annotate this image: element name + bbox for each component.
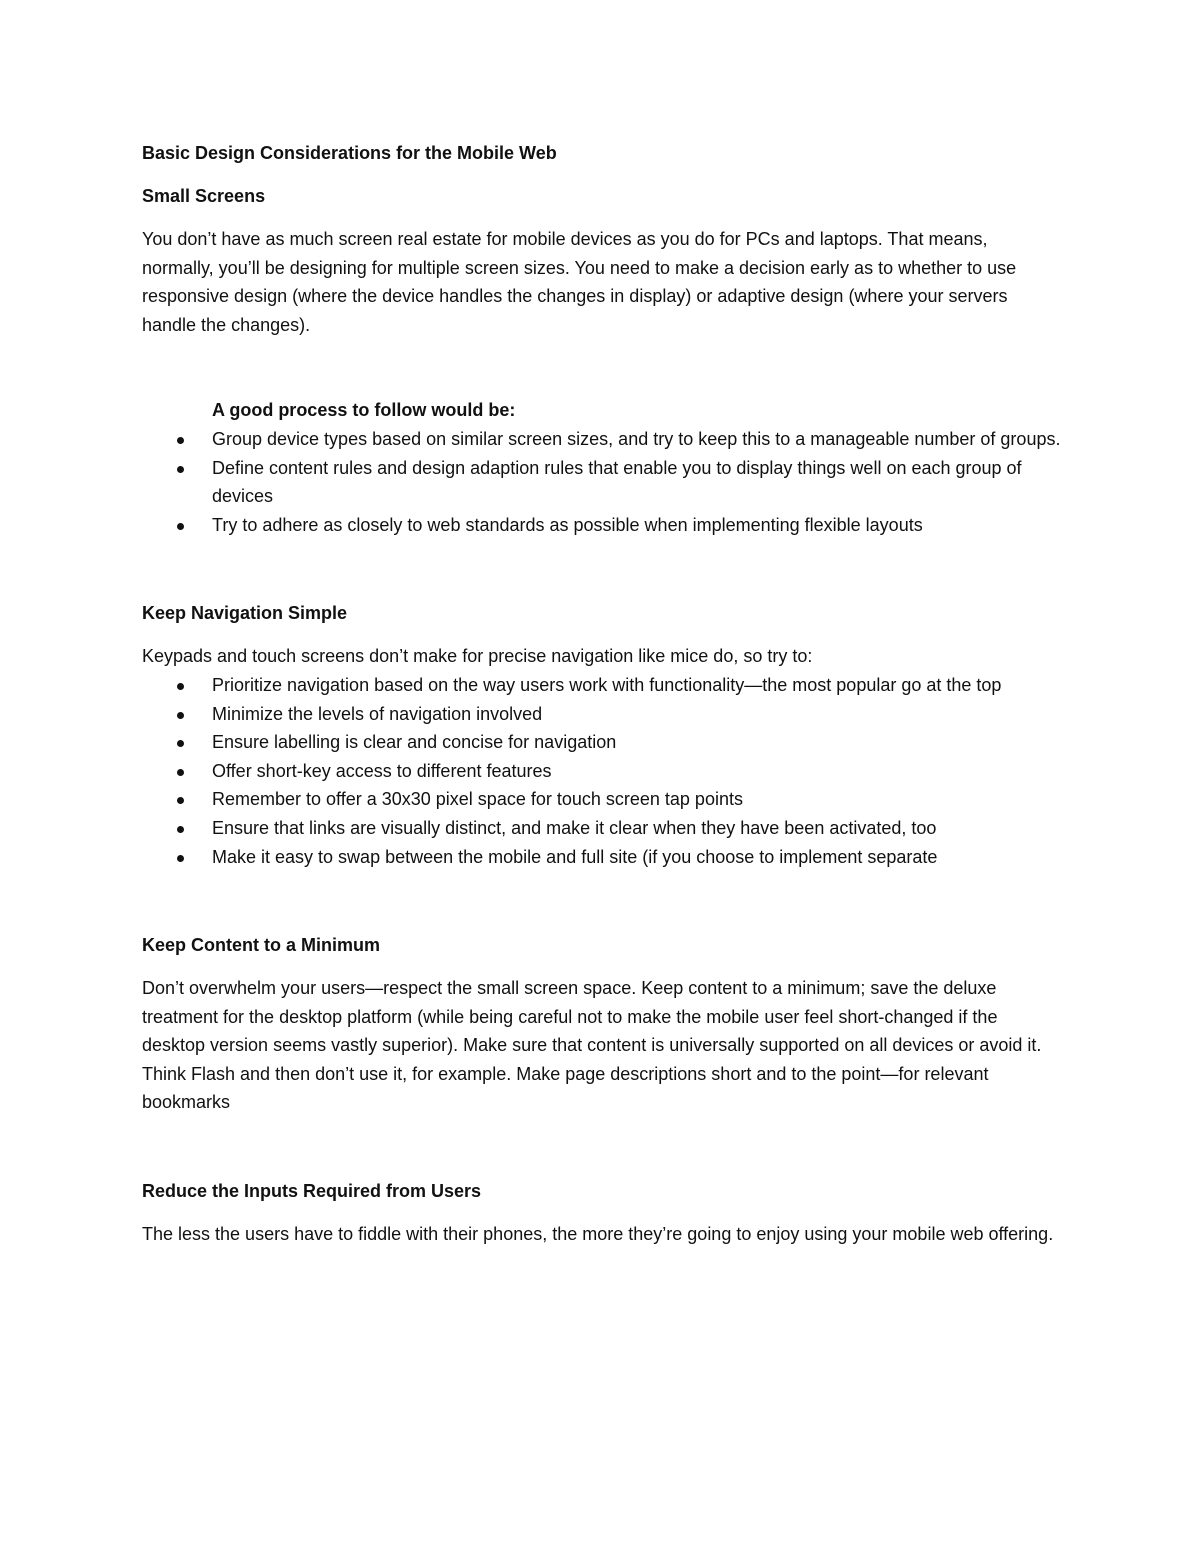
list-item: Define content rules and design adaption rules that enable you to display things well on each group of devices xyxy=(142,454,1062,511)
bullet-icon xyxy=(177,826,184,833)
paragraph-small-screens: You don’t have as much screen real estate for mobile devices as you do for PCs and laptops. That means, normally, you’ll be designing for multiple screen sizes. You need to make a decision early as to whether to use responsive design (where the device handles the changes in display) or adaptive design (where your servers handle the changes). xyxy=(142,229,1017,335)
navigation-list xyxy=(142,671,1062,871)
spacer xyxy=(142,339,1062,396)
list-item: Make it easy to swap between the mobile and full site (if you choose to implement separate xyxy=(142,843,1062,872)
process-list xyxy=(142,425,1062,539)
heading-inputs: Reduce the Inputs Required from Users xyxy=(142,1181,482,1202)
spacer xyxy=(142,539,1062,599)
document-page xyxy=(142,139,1062,1249)
paragraph-navigation-intro: Keypads and touch screens don’t make for precise navigation like mice do, so try to: xyxy=(142,646,813,667)
document-title: Basic Design Considerations for the Mobile Web xyxy=(142,143,557,163)
list-item: Group device types based on similar screen sizes, and try to keep this to a manageable number of groups. xyxy=(142,425,1062,454)
heading-small-screens: Small Screens xyxy=(142,186,266,206)
list-item: Try to adhere as closely to web standards as possible when implementing flexible layouts xyxy=(142,511,1062,540)
bullet-icon xyxy=(177,797,184,804)
list-item: Offer short-key access to different features xyxy=(142,757,1062,786)
bullet-icon xyxy=(177,437,184,444)
process-heading: A good process to follow would be: xyxy=(212,400,516,421)
list-item: Ensure labelling is clear and concise for navigation xyxy=(142,728,1062,757)
list-item: Remember to offer a 30x30 pixel space for touch screen tap points xyxy=(142,785,1062,814)
bullet-icon xyxy=(177,769,184,776)
heading-navigation: Keep Navigation Simple xyxy=(142,603,348,624)
bullet-icon xyxy=(177,466,184,473)
bullet-icon xyxy=(177,523,184,530)
bullet-icon xyxy=(177,740,184,747)
bullet-icon xyxy=(177,712,184,719)
list-item: Ensure that links are visually distinct, and make it clear when they have been activated, too xyxy=(142,814,1062,843)
paragraph-inputs: The less the users have to fiddle with their phones, the more they’re going to enjoy using your mobile web offering. xyxy=(142,1224,1054,1245)
bullet-icon xyxy=(177,855,184,862)
list-item: Minimize the levels of navigation involved xyxy=(142,700,1062,729)
list-item: Prioritize navigation based on the way users work with functionality—the most popular go at the top xyxy=(142,671,1062,700)
heading-content: Keep Content to a Minimum xyxy=(142,935,380,956)
bullet-icon xyxy=(177,683,184,690)
spacer xyxy=(142,871,1062,931)
spacer xyxy=(142,1117,1062,1177)
paragraph-content: Don’t overwhelm your users—respect the small screen space. Keep content to a minimum; save the deluxe treatment for the desktop platform (while being careful not to make the mobile user feel short-changed if the desktop version seems vastly superior). Make sure that content is universally supported on all devices or avoid it. Think Flash and then don’t use it, for example. Make page descriptions short and to the point—for relevant bookmarks xyxy=(142,978,1042,1113)
